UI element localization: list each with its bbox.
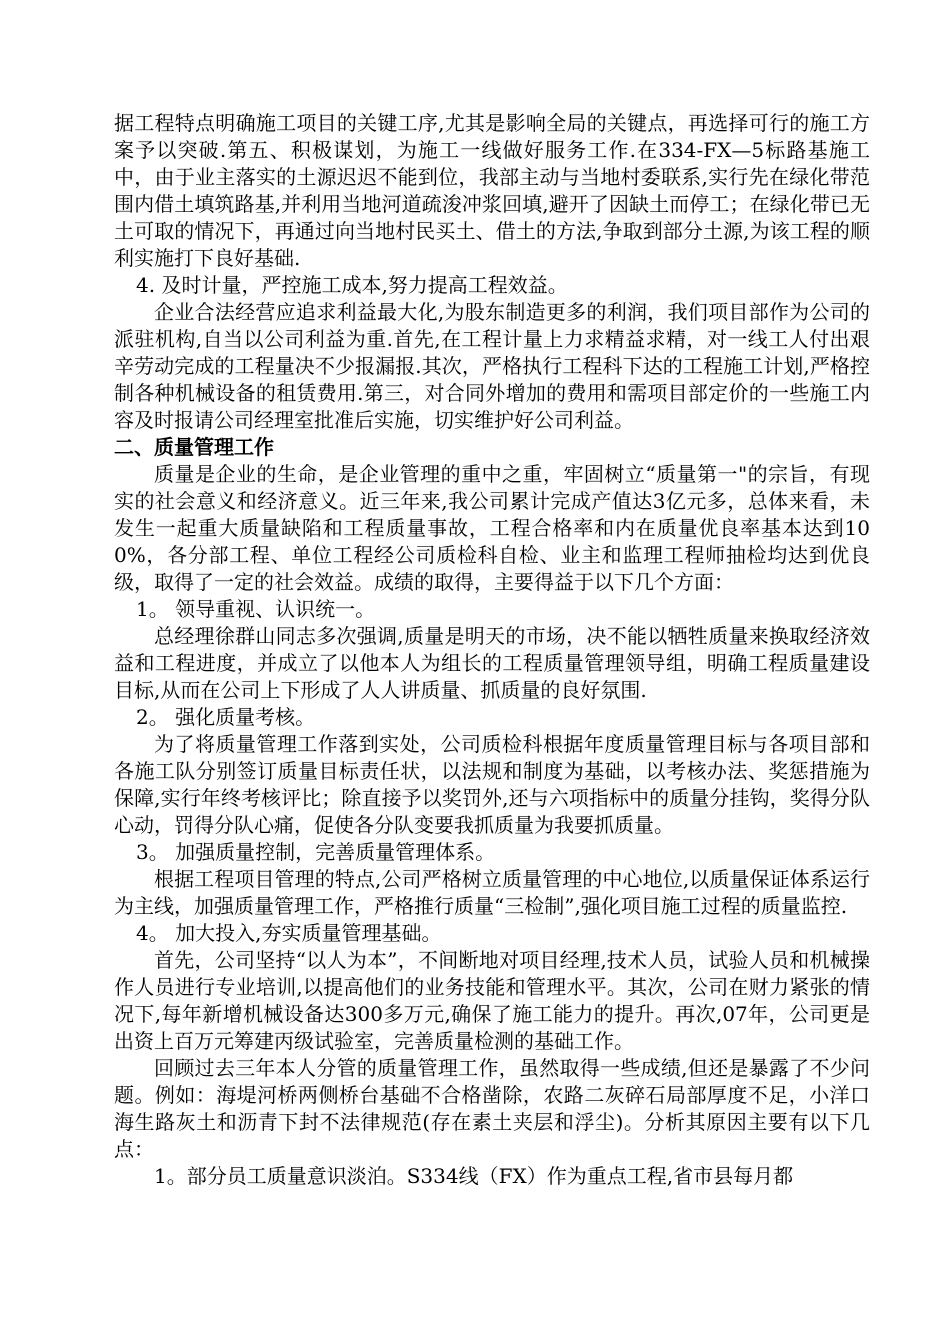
document-body [114,110,870,1190]
paragraph-reason-1: 1。部分员工质量意识淡泊。S334线（FX）作为重点工程,省市县每月都 [154,1164,794,1188]
paragraph-construction-service: 据工程特点明确施工项目的关键工序,尤其是影响全局的关键点，再选择可行的施工方案予以突破.第五、积极谋划，为施工一线做好服务工作.在334-FX—5标路基施工中，由于业主落实的土源迟迟不能到位，我部主动与当地村委联系,实行先在绿化带范围内借土填筑路基,并利用当地河道疏浚冲浆回填,避开了因缺土而停工；在绿化带已无土可取的情况下，再通过向当地村民买土、借土的方法,争取到部分土源,为该工程的顺利实施打下良好基础. [114,111,870,270]
paragraph-profit: 企业合法经营应追求利益最大化,为股东制造更多的利润，我们项目部作为公司的派驻机构,自当以公司利益为重.首先,在工程计量上力求精益求精，对一线工人付出艰辛劳动完成的工程量决不少报漏报.其次，严格执行工程科下达的工程施工计划,严格控制各种机械设备的租赁费用.第三，对合同外增加的费用和需项目部定价的一些施工内容及时报请公司经理室批准后实施，切实维护好公司利益。 [114,300,870,432]
section-heading-quality: 二、质量管理工作 [114,435,274,459]
paragraph-quality-intro: 质量是企业的生命，是企业管理的重中之重，牢固树立“质量第一"的宗旨，有现实的社会意义和经济意义。近三年来,我公司累计完成产值达3亿元多，总体来看，未发生一起重大质量缺陷和工程质量事故，工程合格率和内在质量优良率基本达到100%，各分部工程、单位工程经公司质检科自检、业主和监理工程师抽检均达到优良级，取得了一定的社会效益。成绩的取得，主要得益于以下几个方面： [114,462,870,594]
paragraph-leadership: 总经理徐群山同志多次强调,质量是明天的市场，决不能以牺牲质量来换取经济效益和工程进度，并成立了以他本人为组长的工程质量管理领导组，明确工程质量建设目标,从而在公司上下形成了人人讲质量、抓质量的良好氛围. [114,624,870,702]
item-investment: 4。 加大投入,夯实质量管理基础。 [136,921,442,945]
paragraph-assessment: 为了将质量管理工作落到实处，公司质检科根据年度质量管理目标与各项目部和各施工队分别签订质量目标责任状，以法规和制度为基础，以考核办法、奖惩措施为保障,实行年终考核评比；除直接予以奖罚外,还与六项指标中的质量分挂钩，奖得分队心动，罚得分队心痛，促使各分队变要我抓质量为我要抓质量。 [114,732,870,837]
paragraph-quality-control: 根据工程项目管理的特点,公司严格树立质量管理的中心地位,以质量保证体系运行为主线，加强质量管理工作，严格推行质量“三检制”,强化项目施工过程的质量监控. [114,867,870,918]
item-assessment: 2。 强化质量考核。 [136,705,316,729]
item-timely-measurement: 4. 及时计量，严控施工成本,努力提高工程效益。 [136,273,568,297]
item-leadership: 1。 领导重视、认识统一。 [136,597,376,621]
paragraph-investment: 首先，公司坚持“以人为本”，不间断地对项目经理,技术人员，试验人员和机械操作人员进行专业培训,以提高他们的业务技能和管理水平。其次，公司在财力紧张的情况下,每年新增机械设备达300多万元,确保了施工能力的提升。再次,07年，公司更是出资上百万元筹建丙级试验室，完善质量检测的基础工作。 [114,948,870,1053]
item-quality-control: 3。 加强质量控制，完善质量管理体系。 [136,840,496,864]
paragraph-review: 回顾过去三年本人分管的质量管理工作，虽然取得一些成绩,但还是暴露了不少问题。例如：海堤河桥两侧桥台基础不合格凿除，农路二灰碎石局部厚度不足，小洋口海生路灰土和沥青下封不法律规范(存在素土夹层和浮尘)。分析其原因主要有以下几点： [114,1056,870,1161]
